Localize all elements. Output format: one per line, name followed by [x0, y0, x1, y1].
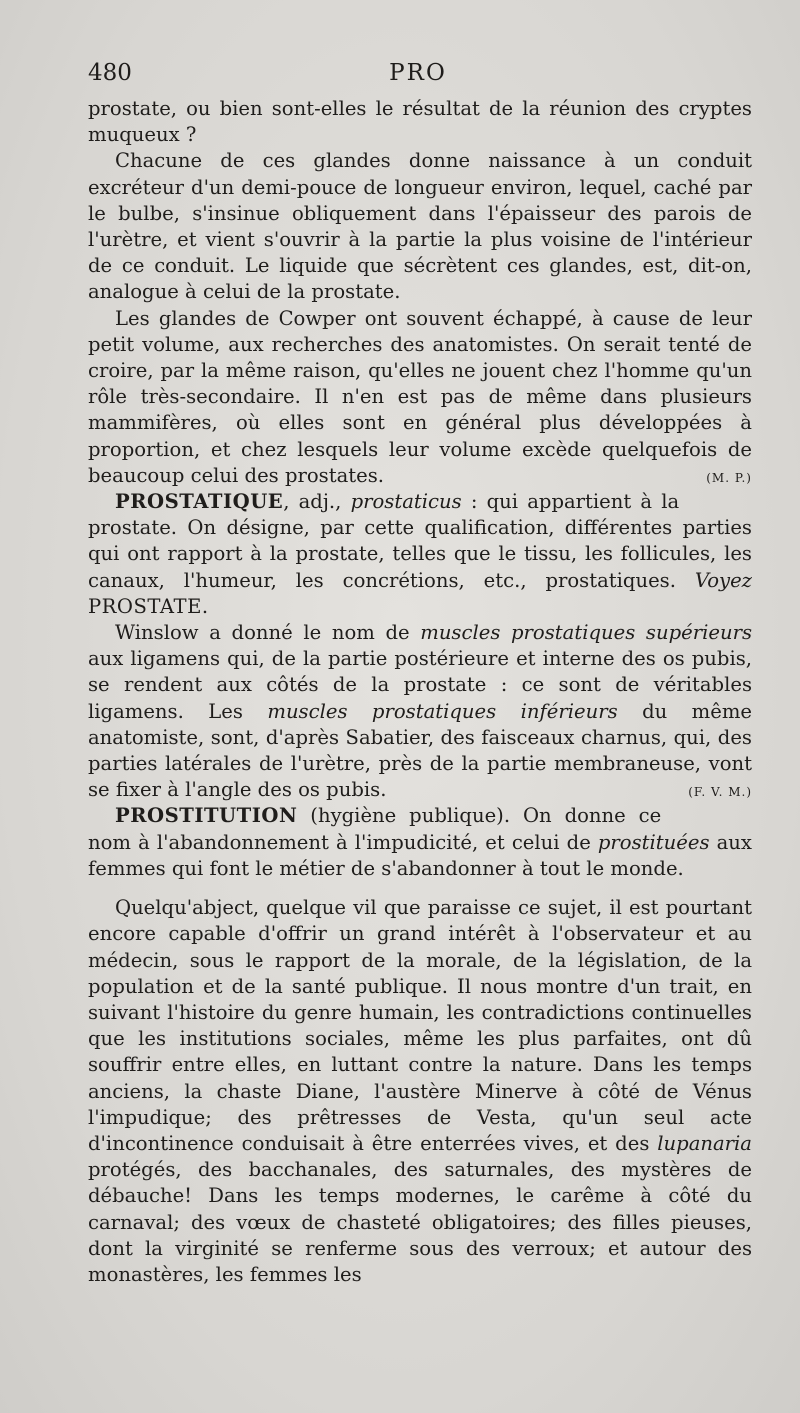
italic-term: muscles prostatiques inférieurs — [267, 699, 618, 723]
page-number: 480 — [88, 60, 132, 86]
running-head: PRO — [389, 60, 447, 86]
text-run: Quelqu'abject, quelque vil que paraisse ce sujet, il est pourtant encore capable d'offrir un grand intérêt à l'observateur et au médecin, sous le rapport de la morale, de la législation, de la population et de la santé publique. Il nous montre d'un trait, en suivant l'histoire du genre humain, les contradictions continuelles que les institutions sociales, même les plus parfaites, ont dû souffrir entre elles, en luttant contre la nature. Dans les temps anciens, la chaste Diane, l'austère Minerve à côté de Vénus l'impudique; des prêtresses de Vesta, qu'un seul acte d'incontinence conduisait à être enterrées vives, et des — [88, 896, 752, 1155]
text-run: aux ligamens qui, de la partie postérieure et interne des os pubis, se rendent aux côtés de la prostate : ce sont de véritables ligamens. Les — [88, 647, 752, 723]
italic-term: lupanaria — [657, 1131, 752, 1155]
entry-latin: prostaticus — [350, 490, 462, 514]
see-also-label: Voyez — [694, 568, 752, 592]
text-run: aux femmes qui font le métier de s'abandonner à tout le monde. — [88, 830, 752, 880]
paragraph-prostitution-body — [88, 895, 752, 1288]
entry-headword: PROSTITUTION — [115, 804, 298, 828]
paragraph-cowper-ducts: Chacune de ces glandes donne naissance à un conduit excréteur d'un demi-pouce de longueur environ, lequel, caché par le bulbe, s'insinue obliquement dans l'épaisseur des parois de l'urètre, et vient s'ouvrir à la partie la plus voisine de l'intérieur de ce conduit. Le liquide que sécrètent ces glandes, est, dit-on, analogue à celui de la prostate. — [88, 149, 752, 304]
entry-pos: , adj., — [283, 490, 351, 514]
body-text — [88, 96, 752, 1288]
text-run: protégés, des bacchanales, des saturnales, des mystères de débauche! Dans les temps modernes, le carême à côté du carnaval; des vœux de chasteté obligatoires; des filles pieuses, dont la virginité se renferme sous des verroux; et autour des monastères, les femmes les — [88, 1158, 752, 1286]
entry-definition: : qui appartient à la prostate. On désigne, par cette qualification, différentes parties qui ont rapport à la prostate, telles que le tissu, les follicules, les canaux, l'humeur, les concrétions, etc., prostatiques. — [88, 490, 752, 592]
italic-term: prostituées — [597, 830, 710, 854]
text-run: Winslow a donné le nom de — [115, 621, 421, 645]
author-signature: (M. P.) — [706, 470, 752, 485]
paragraph-winslow — [88, 620, 752, 803]
paragraph-continuation: prostate, ou bien sont-elles le résultat de la réunion des cryptes muqueux ? — [88, 97, 752, 147]
page-header — [88, 60, 748, 94]
entry-prostitution — [88, 803, 752, 882]
entry-headword: PROSTATIQUE — [115, 490, 284, 514]
paragraph-text: Les glandes de Cowper ont souvent échappé, à cause de leur petit volume, aux recherches des anatomistes. On serait tenté de croire, par la même raison, qu'elles ne jouent chez l'homme qu'un rôle très-secondaire. Il n'en est pas de même dans plusieurs mammifères, où elles sont en général plus développées à proportion, et chez lesquels leur volume excède quelquefois de beaucoup celui des prostates. — [88, 306, 752, 487]
author-signature: (F. V. M.) — [688, 785, 752, 800]
text-run: (hygiène publique). On donne ce nom à l'abandonnement à l'impudicité, et celui de — [88, 804, 662, 854]
italic-term: muscles prostatiques supérieurs — [420, 621, 752, 645]
entry-prostatique — [88, 489, 752, 620]
text-run: du même anatomiste, sont, d'après Sabatier, des faisceaux charnus, qui, des parties latérales de l'urètre, près de la partie membraneuse, vont se fixer à l'angle des os pubis. — [88, 699, 753, 802]
see-also-ref: PROSTATE. — [88, 594, 209, 618]
paragraph-cowper-glands — [88, 306, 752, 489]
